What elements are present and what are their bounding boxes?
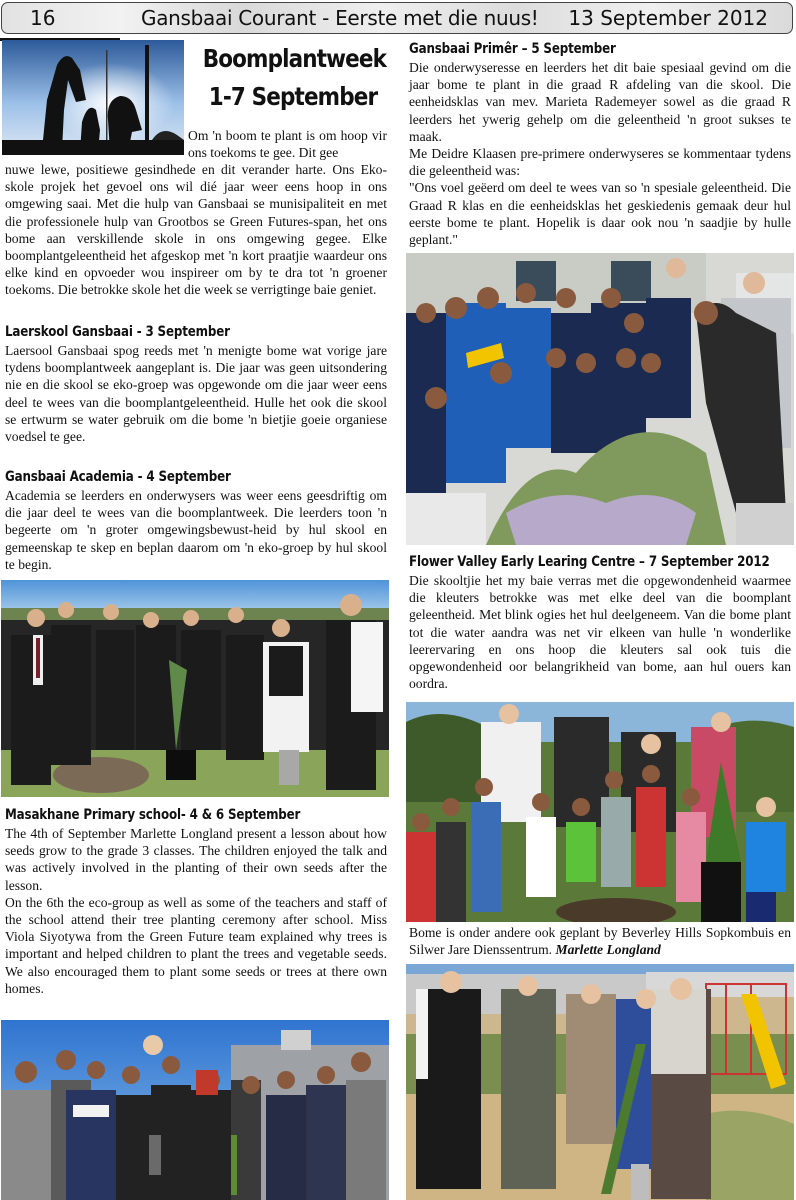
feature-intro-first: Om 'n boom te plant is om hoop vir ons toekoms te gee. Dit gee [188, 128, 387, 161]
article-heading-flower-valley: Flower Valley Early Learing Centre – 7 September 2012 [409, 554, 770, 570]
page-header-banner [1, 2, 793, 34]
academia-group-photo [1, 580, 389, 797]
feature-intro-body: nuwe lewe, positiewe gesindhede en dit verander harte. Ons Eko-skole projek het gevoel ons wil dié jaar weer eens hoop in ons omgewing saai. Met die hulp van Gansbaai se munisipaliteit en met die professionele hulp van Grootbos se Green Futures-span, het ons bome aan verskillende skole in ons omgewing gegee. Elke boomplantgeleentheid het afgeskop met 'n kort praatjie waardeur ons elke kind en opvoeder wou inspireer om by te dra tot 'n groener toekoms. Die betrokke skole het die week se verrigtinge baie geniet. [5, 162, 387, 298]
masakhane-group-photo [1, 1020, 389, 1200]
silhouette-photo [2, 40, 184, 155]
article-body-laerskool: Laersool Gansbaai spog reeds met 'n menigte bome wat vorige jare tydens boomplantweek aangeplant is. Die jaar was geen uitsondering nie en die skool se eko-groep was opgewonde om die jaar weer eens deel te wees van die boomplantgeleentheid. Hulle het ook die skool se ertwurm se water gebruik om die bome 'n bietjie goeie organiese voedsel te gee. [5, 343, 387, 445]
newspaper-title: Gansbaai Courant - Eerste met die nuus! [141, 6, 539, 30]
photo-caption [409, 924, 791, 958]
article-body-academia: Academia se leerders en onderwysers was weer eens geesdriftig om die jaar deel te wees van die boomplantweek. Die leerders toon 'n begeerte om 'n groter omgewingsbewust-heid by hul skool en gemeenskap te skep en beplan daarom om 'n eko-groep by hul skool te begin. [5, 488, 387, 572]
feature-title-line2: 1-7 September [208, 82, 378, 111]
article-body-flower-valley: Die skooltjie het my baie verras met die opgewondenheid waarmee die kleuters betrokke was met elke deel van die boomplant geleentheid. Met blink ogies het hul deelgeneem. Van die bome plant tot die water aandra was net vir elkeen van hulle 'n wonderlike leerervaring en ons hoop die kleuters sal ook tuis die opgewondenheid oor belangrikheid van bome, aan hul ouers kan oordra. [409, 573, 791, 692]
primer-group-photo [406, 253, 794, 545]
flower-valley-photo [406, 702, 794, 922]
feature-title [202, 40, 387, 116]
caption-text: Bome is onder andere ook geplant by Beverley Hills Sopkombuis en Silwer Jare Dienssentrum. [409, 925, 791, 958]
feature-title-line1: Boomplantweek [202, 44, 387, 73]
caption-byline: Marlette Longland [555, 942, 661, 958]
tree-planting-adults-photo [406, 964, 794, 1200]
article-heading-primer: Gansbaai Primêr – 5 September [409, 41, 616, 57]
article-heading-laerskool: Laerskool Gansbaai - 3 September [5, 324, 230, 340]
article-heading-masakhane: Masakhane Primary school- 4 & 6 September [5, 807, 301, 823]
article-body-primer: Die onderwyseresse en leerders het dit baie spesiaal gevind om die jaar bome te plant in die graad R afdeling van die skool. Die eenheidsklas van mev. Marieta Rademeyer sowel as die graad R leerders het ywerig gehelp om die geleentheid 'n groot sukses te maak. Me Deidre Klaasen pre-primere onderwyseres se kommentaar tydens die geleentheid was: "Ons voel geëerd om deel te wees van so 'n spesiale geleentheid. Die Graad R klas en die eenheidsklas het geskiedenis gemaak deur hul eerste bome te plant. Hopelik is daar ook nou 'n saadjie by hulle geplant." [409, 60, 791, 248]
issue-date: 13 September 2012 [568, 6, 768, 30]
article-body-masakhane: The 4th of September Marlette Longland present a lesson about how seeds grow to the grade 3 classes. The children enjoyed the talk and was actively involved in the planting of their own seeds after the lesson. On the 6th the eco-group as well as some of the teachers and staff of the school attend their tree planting ceremony after school. Miss Viola Siyotywa from the Green Future team explained why trees is important and helped children to plant the trees and vegetable seeds. We also encouraged them to plant some seeds or trees at there own homes. [5, 826, 387, 996]
page-number: 16 [30, 6, 56, 30]
article-heading-academia: Gansbaai Academia - 4 September [5, 469, 231, 485]
